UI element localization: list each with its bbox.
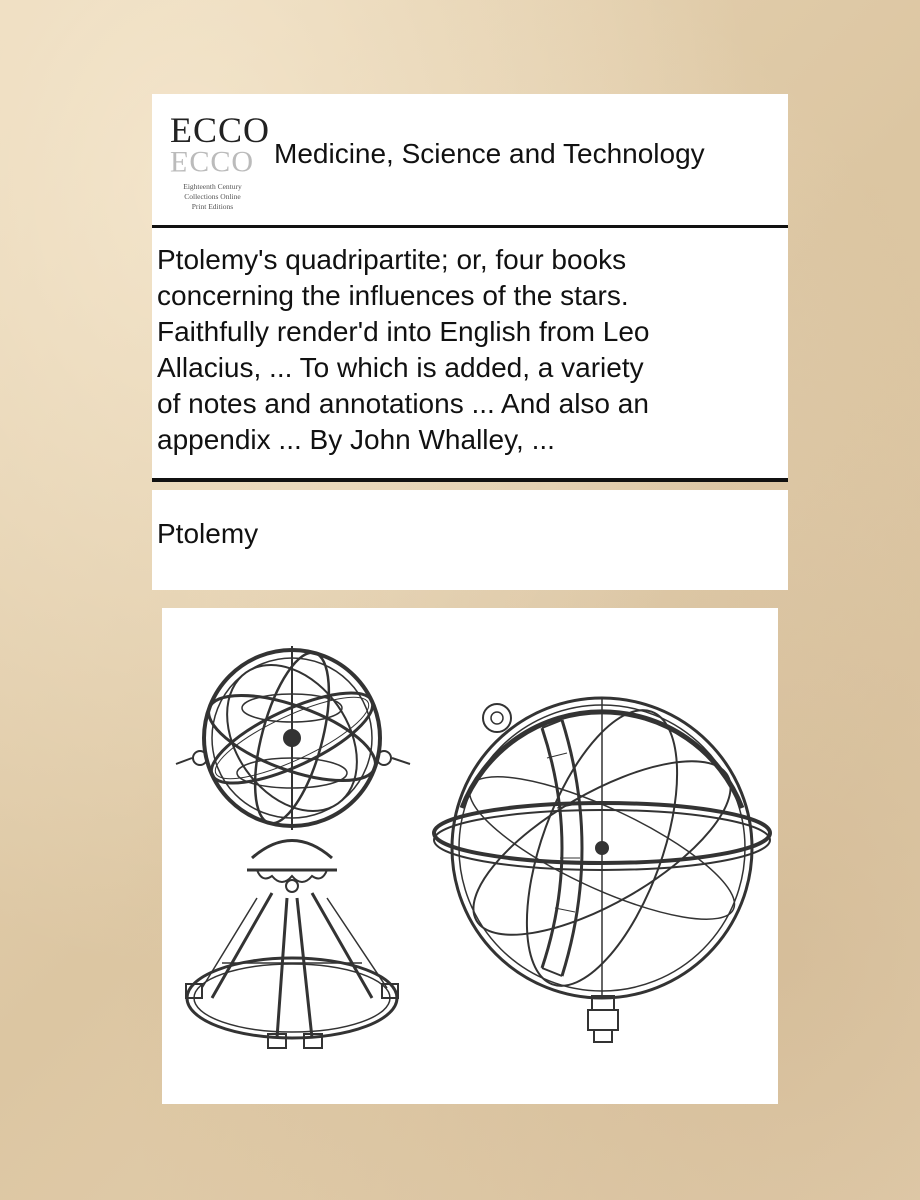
armillary-spheres-illustration: [162, 608, 778, 1104]
left-armillary-sphere-icon: [176, 640, 410, 1048]
author-name: Ptolemy: [157, 518, 259, 549]
logo-mark-reflection: ECCO: [170, 145, 255, 178]
logo-caption-line: Collections Online: [184, 192, 241, 201]
series-header: [152, 94, 788, 227]
ecco-logo: [160, 104, 271, 216]
logo-caption-line: Eighteenth Century: [183, 182, 242, 191]
logo-mark: ECCO: [170, 110, 271, 150]
logo-caption-line: Print Editions: [191, 202, 234, 211]
author-block: [152, 490, 788, 590]
right-armillary-sphere-icon: [434, 691, 770, 1042]
title-block: [152, 228, 788, 478]
series-title: Medicine, Science and Technology: [274, 138, 705, 169]
book-title: Ptolemy's quadripartite; or, four books concerning the influences of the stars. Faithfully render'd into English from Leo Allacius, ... To which is added, a variety of notes and annotations ... And also an appendix ... By John Whalley, ...: [157, 244, 650, 455]
illustration-panel: [162, 608, 778, 1104]
divider-bottom: [152, 478, 788, 482]
